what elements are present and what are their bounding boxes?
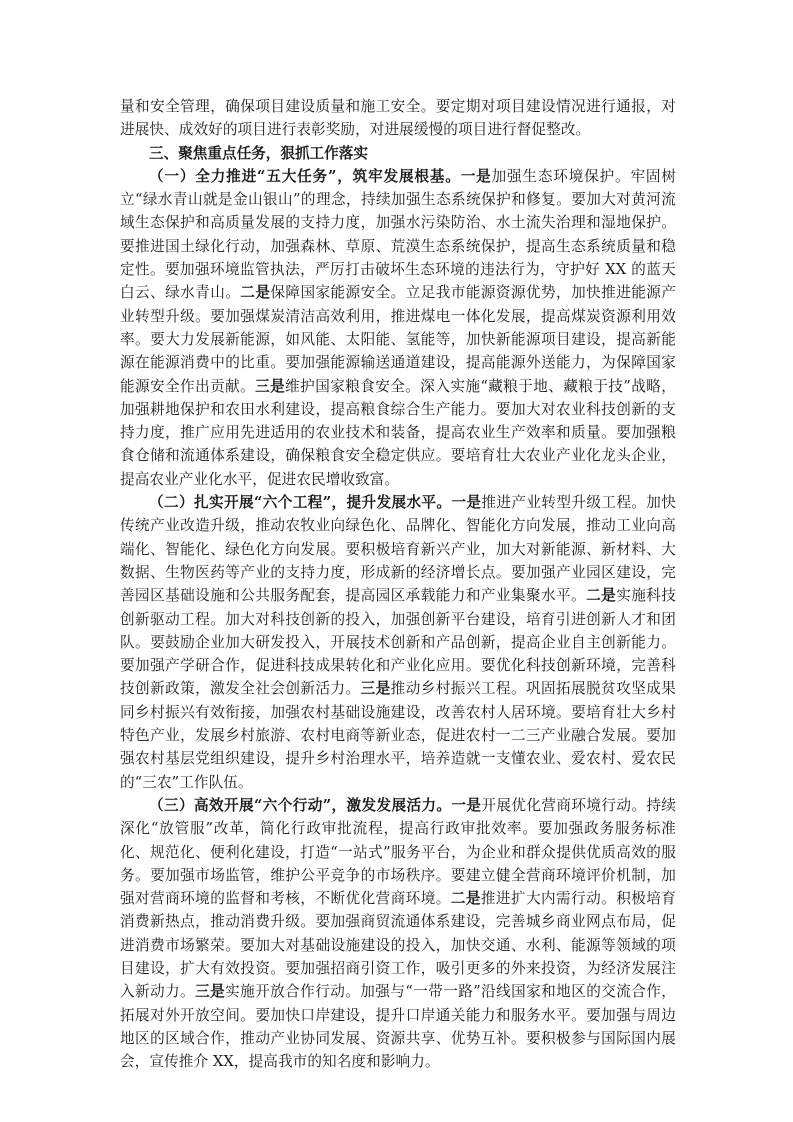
paragraph-text: 加强生态环境保护。牢固树立“绿水青山就是金山银山”的理念，持续加强生态系统保护和修复。要加大对黄河流域生态保护和高质量发展的支持力度，加强水污染防治、水土流失治理和湿地保护。要推进国土绿化行动，加强森林、草原、荒漠生态系统保护，提高生态系统质量和稳定性。要加强环境监管执法，严厉打击破坏生态环境的违法行为，守护好 XX 的蓝天白云、绿水青山。 (120, 167, 677, 302)
intro-paragraph: 量和安全管理，确保项目建设质量和施工安全。要定期对项目建设情况进行通报，对进展快、成效好的项目进行表彰奖励，对进展缓慢的项目进行督促整改。 (120, 98, 676, 139)
paragraph-six-actions (120, 794, 676, 1074)
paragraph-lead: （二）扎实开展“六个工程”，提升发展水平。 (149, 494, 452, 512)
key-phrase: 二是 (450, 890, 481, 908)
paragraph-text: 维护国家粮食安全。深入实施“藏粮于地、藏粮于技”战略，加强耕地保护和农田水利建设，提高粮食综合生产能力。要加大对农业科技创新的支持力度，推广应用先进适用的农业技术和装备，提高农业生产效率和质量。要加强粮食仓储和流通体系建设，确保粮食安全稳定供应。要培育壮大农业产业化龙头企业，提高农业产业化水平，促进农民增收致富。 (120, 377, 676, 488)
key-phrase: 三是 (195, 983, 226, 1001)
key-phrase: 一是 (451, 796, 482, 814)
paragraph-text: 推进扩大内需行动。积极培育消费新热点，推动消费升级。要加强商贸流通体系建设，完善城乡商业网点布局，促进消费市场繁荣。要加大对基础设施建设的投入，加快交通、水利、能源等领域的项目建设，扩大有效投资。要加强招商引资工作，吸引更多的外来投资，为经济发展注入新动力。 (120, 890, 676, 1001)
key-phrase: 一是 (451, 494, 482, 512)
paragraph-text: 保障国家能源安全。立足我市能源资源优势，加快推进能源产业转型升级。要加强煤炭清洁高效利用，推进煤电一体化发展，提高煤炭资源利用效率。要大力发展新能源，如风能、太阳能、氢能等，加快新能源项目建设，提高新能源在能源消费中的比重。要加强能源输送通道建设，提高能源外送能力，为保障国家能源安全作出贡献。 (120, 284, 677, 395)
paragraph-text: 推进产业转型升级工程。加快传统产业改造升级，推动农牧业向绿色化、品牌化、智能化方向发展，推动工业向高端化、智能化、绿色化方向发展。要积极培育新兴产业，加大对新能源、新材料、大数据、生物医药等产业的支持力度，形成新的经济增长点。要加强产业园区建设，完善园区基础设施和公共服务配套，提高园区承载能力和产业集聚水平。 (120, 494, 676, 605)
paragraph-six-projects (120, 491, 676, 794)
key-phrase: 三是 (255, 377, 286, 395)
paragraph-lead: （一）全力推进“五大任务”，筑牢发展根基。 (149, 167, 461, 185)
key-phrase: 二是 (586, 587, 617, 605)
document-body (120, 95, 676, 1073)
key-phrase: 二是 (240, 284, 271, 302)
paragraph-text: 推动乡村振兴工程。巩固拓展脱贫攻坚成果同乡村振兴有效衔接，加强农村基础设施建设，改善农村人居环境。要培育壮大乡村特色产业，发展乡村旅游、农村电商等新业态，促进农村一二三产业融合发展。要加强农村基层党组织建设，提升乡村治理水平，培养造就一支懂农业、爱农村、爱农民的“三农”工作队伍。 (120, 680, 676, 791)
key-phrase: 三是 (360, 680, 391, 698)
paragraph-five-tasks (120, 165, 676, 491)
paragraph-text: 实施科技创新驱动工程。加大对科技创新的投入，加强创新平台建设，培育引进创新人才和团队。要鼓励企业加大研发投入，开展技术创新和产品创新，提高企业自主创新能力。要加强产学研合作，促进科技成果转化和产业化应用。要优化科技创新环境，完善科技创新政策，激发全社会创新活力。 (120, 587, 677, 698)
key-phrase: 一是 (460, 167, 492, 185)
paragraph-lead: （三）高效开展“六个行动”，激发发展活力。 (149, 796, 452, 814)
paragraph-text: 开展优化营商环境行动。持续深化“放管服”改革，简化行政审批流程，提高行政审批效率。要加强政务服务标准化、规范化、便利化建设，打造“一站式”服务平台，为企业和群众提供优质高效的服务。要加强市场监管，维护公平竞争的市场秩序。要建立健全营商环境评价机制，加强对营商环境的监督和考核，不断优化营商环境。 (120, 796, 676, 908)
paragraph-text: 实施开放合作行动。加强与“一带一路”沿线国家和地区的交流合作，拓展对外开放空间。要加快口岸建设，提升口岸通关能力和服务水平。要加强与周边地区的区域合作，推动产业协同发展、资源共享、优势互补。要积极参与国际国内展会，宣传推介 XX，提高我市的知名度和影响力。 (120, 983, 676, 1071)
section-heading: 三、聚焦重点任务，狠抓工作落实 (149, 144, 368, 162)
